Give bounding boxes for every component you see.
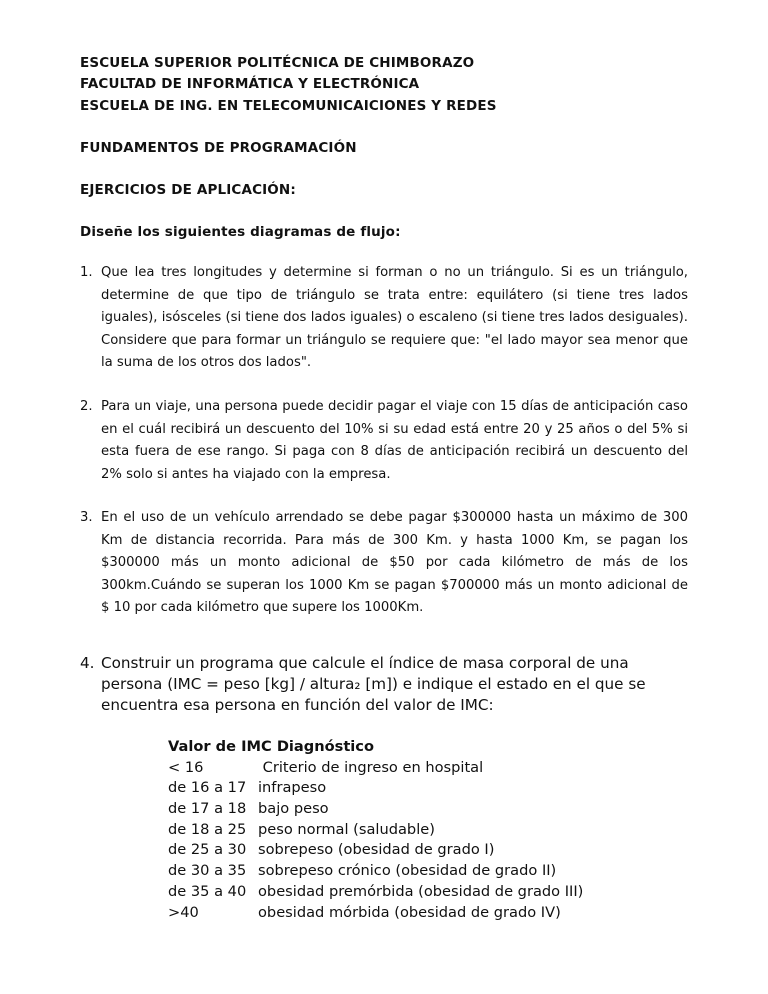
exercise-1 [80,262,688,375]
imc-table-title: Valor de IMC Diagnóstico [168,738,374,755]
exercise-number: 3. [80,510,93,525]
exercise-text: Para un viaje, una persona puede decidir pagar el viaje con 15 días de anticipación caso en el cuál recibirá un descuento del 10% si su edad está entre 20 y 25 años o del 5% si esta fuera de ese rango. Si paga con 8 días de anticipación recibirá un descuento del 2% solo si antes ha viajado con la empresa. [101,399,688,482]
imc-range: de 25 a 30 [168,841,247,859]
imc-row [168,882,584,903]
imc-table [168,737,584,923]
imc-diagnosis: sobrepeso crónico (obesidad de grado II) [258,862,557,880]
imc-range: de 18 a 25 [168,820,247,838]
imc-diagnosis: sobrepeso (obesidad de grado I) [258,841,495,859]
imc-diagnosis: infrapeso [258,779,327,797]
school-name: ESCUELA DE ING. EN TELECOMUNICAICIONES Y REDES [80,98,497,114]
imc-row [168,820,435,841]
imc-row [168,861,557,882]
exercise-2 [80,396,688,486]
imc-row [168,840,495,861]
imc-row [168,799,374,820]
exercise-number: 2. [80,399,93,414]
imc-range: de 16 a 17 [168,779,247,797]
exercise-text: Construir un programa que calcule el índice de masa corporal de una persona (IMC = peso [kg] / altura₂ [m]) e indique el estado en el que se encuentra esa persona en función del valor de IMC: [101,654,646,715]
imc-diagnosis: bajo peso [258,800,329,818]
imc-range: >40 [168,903,199,921]
exercise-number: 1. [80,265,93,280]
imc-range: de 35 a 40 [168,882,247,900]
imc-diagnosis: obesidad premórbida (obesidad de grado III) [258,882,584,900]
imc-range: de 30 a 35 [168,862,247,880]
exercise-3 [80,507,688,620]
course-title: FUNDAMENTOS DE PROGRAMACIÓN [80,140,357,156]
section-title: EJERCICIOS DE APLICACIÓN: [80,182,296,198]
imc-range: de 17 a 18 [168,800,247,818]
imc-range: < 16 [168,758,204,776]
imc-row [168,758,484,779]
faculty-name: FACULTAD DE INFORMÁTICA Y ELECTRÓNICA [80,76,420,92]
imc-diagnosis: Criterio de ingreso en hospital [258,758,484,776]
exercise-text: Que lea tres longitudes y determine si forman o no un triángulo. Si es un triángulo, determine de que tipo de triángulo se trata entre: equilátero (si tiene tres lados iguales), isósceles (si tiene dos lados iguales) o escaleno (si tiene tres lados desiguales). Considere que para formar un triángulo se requiere que: "el lado mayor sea menor que la suma de los otros dos lados". [101,265,688,371]
exercise-4 [80,653,692,717]
exercise-number: 4. [80,654,95,672]
imc-row [168,778,374,799]
imc-diagnosis: obesidad mórbida (obesidad de grado IV) [258,903,561,921]
instruction-text: Diseñe los siguientes diagramas de flujo: [80,224,401,240]
imc-row [168,903,561,924]
imc-diagnosis: peso normal (saludable) [258,820,435,838]
university-name: ESCUELA SUPERIOR POLITÉCNICA DE CHIMBORAZO [80,55,475,71]
exercise-text: En el uso de un vehículo arrendado se debe pagar $300000 hasta un máximo de 300 Km de distancia recorrida. Para más de 300 Km. y hasta 1000 Km, se pagan los $300000 más un monto adicional de $50 por cada kilómetro de más de los 300km.Cuándo se superan los 1000 Km se pagan $700000 más un monto adicional de $ 10 por cada kilómetro que supere los 1000Km. [101,510,688,616]
